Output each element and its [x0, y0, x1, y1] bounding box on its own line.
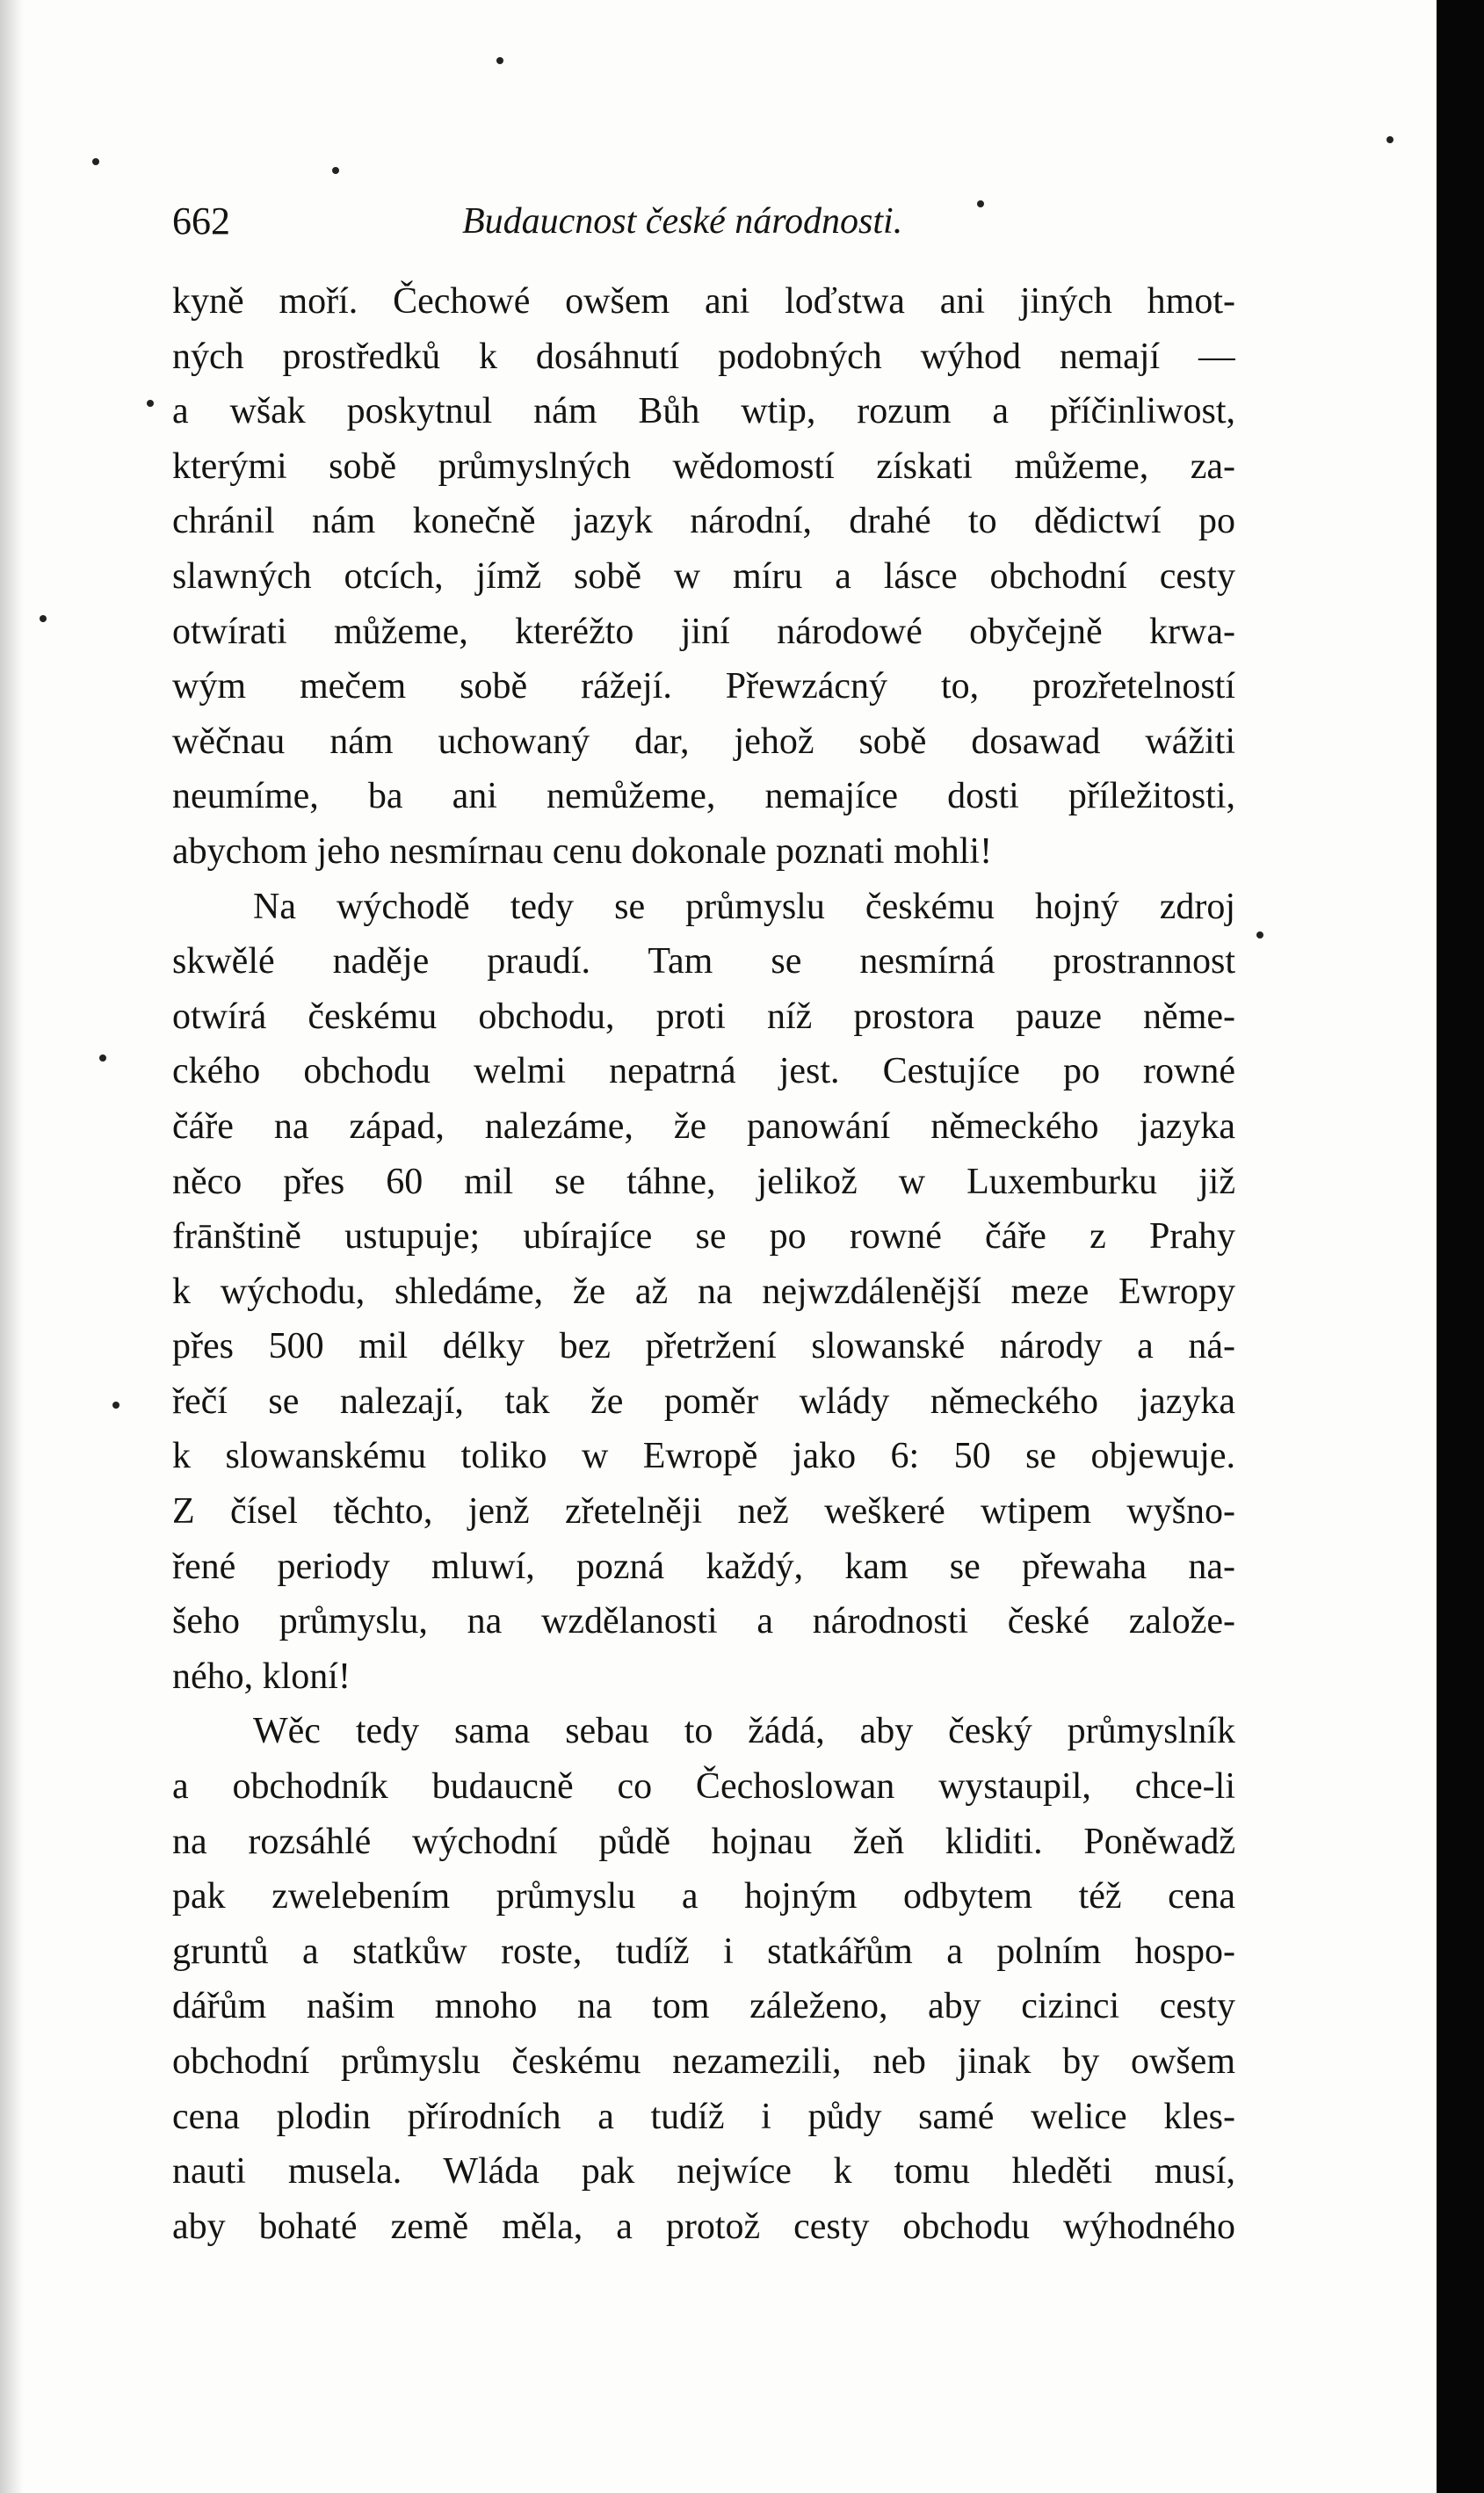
text-line: a obchodník budaucně co Čechoslowan wystaupil, chce-li — [172, 1766, 1235, 1808]
scan-speck — [1256, 931, 1263, 938]
scan-speck — [147, 400, 154, 407]
page-left-edge-shadow — [0, 0, 23, 2493]
text-line: aby bohaté země měla, a protož cesty obchodu wýhodného — [172, 2206, 1235, 2247]
text-line: šeho průmyslu, na wzdělanosti a národnosti české založe- — [172, 1601, 1235, 1642]
text-line-paragraph-end: abychom jeho nesmírnau cenu dokonale poznati mohli! — [172, 830, 993, 872]
text-line: a wšak poskytnul nám Bůh wtip, rozum a příčinliwost, — [172, 391, 1235, 432]
text-line: gruntů a statkůw roste, tudíž i statkářům a polním hospo- — [172, 1931, 1235, 1972]
text-line: wěčnau nám uchowaný dar, jehož sobě dosawad wážiti — [172, 721, 1235, 762]
text-line: nauti musela. Wláda pak nejwíce k tomu hleděti musí, — [172, 2151, 1235, 2192]
scan-speck — [99, 1054, 106, 1062]
scan-speck — [496, 57, 503, 64]
text-line: Z čísel těchto, jenž zřetelněji než weškeré wtipem wyšno- — [172, 1491, 1235, 1533]
text-line: kyně moří. Čechowé owšem ani loďstwa ani jiných hmot- — [172, 281, 1235, 322]
text-line: řené periody mluwí, pozná každý, kam se přewaha na- — [172, 1546, 1235, 1587]
text-line: skwělé naděje praudí. Tam se nesmírná prostrannost — [172, 941, 1235, 982]
text-line: otwírati můžeme, kteréžto jiní národowé obyčejně krwa- — [172, 611, 1235, 652]
text-line: chránil nám konečně jazyk národní, drahé to dědictwí po — [172, 501, 1235, 542]
text-line: dářům našim mnoho na tom záleženo, aby cizinci cesty — [172, 1986, 1235, 2027]
text-line: něco přes 60 mil se táhne, jelikož w Luxemburku již — [172, 1161, 1235, 1202]
scan-right-border — [1437, 0, 1484, 2493]
scan-speck — [40, 615, 47, 622]
text-line: kterými sobě průmyslných wědomostí získati můžeme, za- — [172, 446, 1235, 487]
text-line: k wýchodu, shledáme, že až na nejwzdálenější meze Ewropy — [172, 1271, 1235, 1312]
text-line-paragraph-start: Wěc tedy sama sebau to žádá, aby český průmyslník — [253, 1711, 1235, 1752]
page-header — [172, 195, 1235, 248]
page-number: 662 — [172, 199, 230, 243]
text-line-paragraph-end: ného, kloní! — [172, 1656, 351, 1697]
scan-speck — [332, 167, 339, 174]
text-line-paragraph-start: Na wýchodě tedy se průmyslu českému hojný zdroj — [253, 886, 1235, 927]
text-line: neumíme, ba ani nemůžeme, nemajíce dosti příležitosti, — [172, 776, 1235, 817]
text-line: ných prostředků k dosáhnutí podobných wýhod nemají — — [172, 336, 1235, 377]
scan-speck — [92, 158, 99, 165]
text-line: obchodní průmyslu českému nezamezili, neb jinak by owšem — [172, 2041, 1235, 2082]
text-line: otwírá českému obchodu, proti níž prostora pauze něme- — [172, 996, 1235, 1037]
text-line: řečí se nalezají, tak že poměr wlády německého jazyka — [172, 1381, 1235, 1422]
text-line: frānštině ustupuje; ubírajíce se po rowné čáře z Prahy — [172, 1216, 1235, 1257]
body-text — [172, 274, 1235, 2254]
text-line: wým mečem sobě rážejí. Přewzácný to, prozřetelností — [172, 666, 1235, 707]
scan-speck — [1386, 136, 1394, 143]
text-line: cena plodin přírodních a tudíž i půdy samé welice kles- — [172, 2096, 1235, 2137]
scan-speck — [112, 1402, 119, 1409]
text-line: k slowanskému toliko w Ewropě jako 6: 50 se objewuje. — [172, 1436, 1235, 1477]
text-line: ckého obchodu welmi nepatrná jest. Cestujíce po rowné — [172, 1051, 1235, 1092]
text-line: slawných otcích, jímž sobě w míru a lásce obchodní cesty — [172, 555, 1235, 597]
text-line: pak zwelebením průmyslu a hojným odbytem též cena — [172, 1876, 1235, 1917]
running-title: Budaucnost české národnosti. — [462, 201, 903, 242]
text-line: přes 500 mil délky bez přetržení slowanské národy a ná- — [172, 1326, 1235, 1367]
text-line: na rozsáhlé wýchodní půdě hojnau žeň kliditi. Poněwadž — [172, 1821, 1235, 1862]
text-line: čáře na západ, nalezáme, že panowání německého jazyka — [172, 1105, 1235, 1147]
